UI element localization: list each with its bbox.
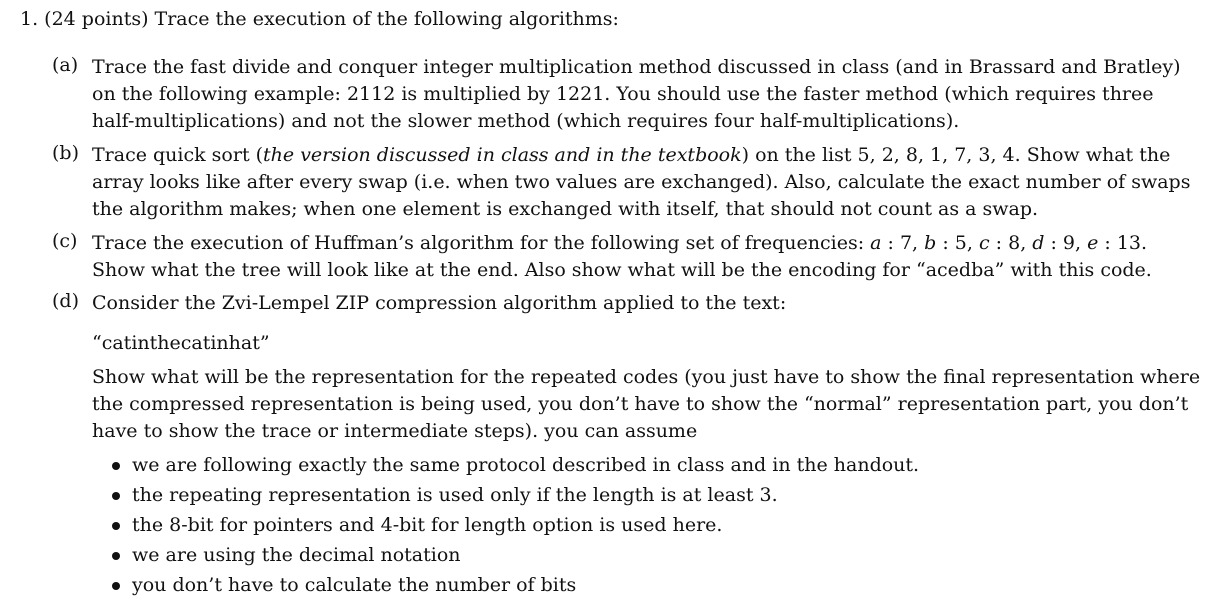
part-d-show-line-3: have to show the trace or intermediate steps). you can assume — [92, 420, 698, 442]
part-d — [52, 290, 1187, 317]
list-item — [110, 452, 919, 482]
question-header: 1. (24 points) Trace the execution of the following algorithms: — [20, 8, 619, 30]
part-b-line-1-post: ) on the list 5, 2, 8, 1, 7, 3, 4. Show what the — [741, 144, 1171, 166]
list-item — [110, 512, 919, 542]
assumption-text: the repeating representation is used only if the length is at least 3. — [132, 484, 778, 506]
assumption-text: we are following exactly the same protocol described in class and in the handout. — [132, 454, 920, 476]
part-c-line-2: Show what the tree will look like at the end. Also show what will be the encoding for “acedba” with this code. — [92, 259, 1152, 281]
part-a-line-2: on the following example: 2112 is multiplied by 1221. You should use the faster method (which requires three — [92, 83, 1154, 105]
list-item — [110, 572, 919, 602]
part-c-line-1-pre: Trace the execution of Huffman’s algorithm for the following set of frequencies: — [92, 232, 871, 254]
bullet-icon — [112, 492, 120, 500]
part-c-label: (c) — [52, 230, 78, 252]
bullet-icon — [112, 522, 120, 530]
bullet-icon — [112, 462, 120, 470]
freq-value-b: : 5, — [936, 232, 979, 254]
list-item — [110, 542, 919, 572]
assumption-text: we are using the decimal notation — [132, 544, 461, 566]
part-b-line-1-pre: Trace quick sort ( — [92, 144, 264, 166]
zip-input-text: “catinthecatinhat” — [92, 332, 270, 354]
part-d-label: (d) — [52, 290, 79, 312]
part-a-label: (a) — [52, 54, 79, 76]
part-b-label: (b) — [52, 142, 79, 164]
assumption-text: you don’t have to calculate the number of bits — [132, 574, 577, 596]
assumption-list — [110, 452, 919, 602]
part-b-emphasis: the version discussed in class and in the textbook — [263, 144, 742, 166]
freq-symbol-a: a — [870, 232, 882, 254]
list-item — [110, 482, 919, 512]
part-a-line-1: Trace the fast divide and conquer integer multiplication method discussed in class (and in Brassard and Bratley) — [92, 56, 1181, 78]
part-c — [52, 230, 1187, 284]
freq-value-e: : 13. — [1098, 232, 1148, 254]
freq-value-d: : 9, — [1044, 232, 1088, 254]
assumption-text: the 8-bit for pointers and 4-bit for length option is used here. — [132, 514, 723, 536]
part-d-line-1: Consider the Zvi-Lempel ZIP compression algorithm applied to the text: — [92, 292, 787, 314]
freq-value-c: : 8, — [989, 232, 1033, 254]
freq-symbol-e: e — [1087, 232, 1099, 254]
part-b-line-1 — [92, 142, 1187, 169]
part-d-instructions — [92, 364, 1201, 445]
part-b — [52, 142, 1191, 223]
part-a-line-3: half-multiplications) and not the slower method (which requires four half-multiplications). — [92, 110, 960, 132]
bullet-icon — [112, 582, 120, 590]
part-c-line-1 — [92, 230, 1187, 257]
part-d-show-line-1: Show what will be the representation for the repeated codes (you just have to show the final representation where — [92, 366, 1201, 388]
part-b-line-3: the algorithm makes; when one element is exchanged with itself, that should not count as a swap. — [92, 198, 1039, 220]
part-d-show-line-2: the compressed representation is being used, you don’t have to show the “normal” representation part, you don’t — [92, 393, 1189, 415]
freq-symbol-d: d — [1032, 232, 1045, 254]
freq-symbol-b: b — [924, 232, 937, 254]
freq-symbol-c: c — [978, 232, 990, 254]
freq-value-a: : 7, — [881, 232, 925, 254]
part-b-line-2: array looks like after every swap (i.e. when two values are exchanged). Also, calculate the exact number of swaps — [92, 171, 1191, 193]
part-a — [52, 54, 1187, 135]
bullet-icon — [112, 552, 120, 560]
